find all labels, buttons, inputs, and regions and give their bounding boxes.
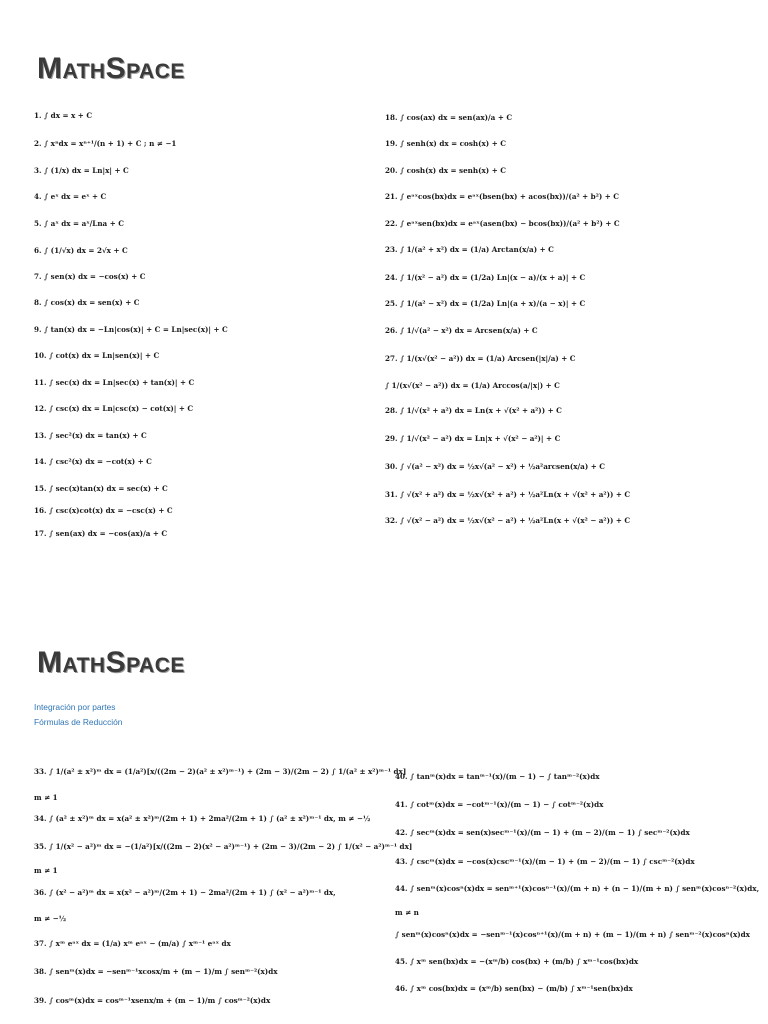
formula-s2r-4: 44. ∫ senᵐ(x)cosⁿ(x)dx = senᵐ⁺¹(x)cosⁿ⁻¹(x)/(m + n) + (n − 1)/(m + n) ∫ senᵐ(x)cosⁿ⁻²(x)dx,: [395, 884, 760, 893]
formula-s1l-0: 1. ∫ dx = x + C: [34, 111, 93, 120]
formula-s1l-2: 3. ∫ (1/x) dx = Ln|x| + C: [34, 166, 129, 175]
formula-s1l-1: 2. ∫ xⁿdx = xⁿ⁺¹/(n + 1) + C ; n ≠ −1: [34, 139, 177, 148]
formula-s1l-11: 12. ∫ csc(x) dx = Ln|csc(x) − cot(x)| + C: [34, 404, 194, 413]
formula-s2l-3: 35. ∫ 1/(x² − a²)ᵐ dx = −(1/a²)[x/((2m − 2)(x² − a²)ᵐ⁻¹) + (2m − 3)/(2m − 2) ∫ 1/(x² − a²)ᵐ⁻¹ dx]: [34, 842, 413, 851]
formula-s1l-15: 16. ∫ csc(x)cot(x) dx = −csc(x) + C: [34, 506, 173, 515]
formula-s1r-6: 24. ∫ 1/(x² − a²) dx = (1/2a) Ln|(x − a)/(x + a)| + C: [385, 273, 586, 282]
formula-s1l-5: 6. ∫ (1/√x) dx = 2√x + C: [34, 246, 128, 255]
formula-s1l-3: 4. ∫ eˣ dx = eˣ + C: [34, 192, 107, 201]
formula-s1l-13: 14. ∫ csc²(x) dx = −cot(x) + C: [34, 457, 152, 466]
formula-s2r-6: ∫ senᵐ(x)cosⁿ(x)dx = −senᵐ⁻¹(x)cosⁿ⁺¹(x)/(m + n) + (m − 1)/(m + n) ∫ senᵐ⁻²(x)cosⁿ(x)dx: [395, 930, 750, 939]
formula-s2l-7: 37. ∫ xᵐ eᵃˣ dx = (1/a) xᵐ eᵃˣ − (m/a) ∫ xᵐ⁻¹ eᵃˣ dx: [34, 939, 231, 948]
formula-s1r-7: 25. ∫ 1/(a² − x²) dx = (1/2a) Ln|(a + x)/(a − x)| + C: [385, 299, 586, 308]
formula-s2r-0: 40. ∫ tanᵐ(x)dx = tanᵐ⁻¹(x)/(m − 1) − ∫ tanᵐ⁻²(x)dx: [395, 772, 600, 781]
formula-s2l-8: 38. ∫ senᵐ(x)dx = −senᵐ⁻¹xcosx/m + (m − 1)/m ∫ senᵐ⁻²(x)dx: [34, 967, 278, 976]
formula-s1l-10: 11. ∫ sec(x) dx = Ln|sec(x) + tan(x)| + C: [34, 378, 195, 387]
formula-s2l-2: 34. ∫ (a² ± x²)ᵐ dx = x(a² ± x²)ᵐ/(2m + 1) + 2ma²/(2m + 1) ∫ (a² ± x²)ᵐ⁻¹ dx, m ≠ −½: [34, 814, 371, 823]
formula-s2r-2: 42. ∫ secᵐ(x)dx = sen(x)secᵐ⁻¹(x)/(m − 1) + (m − 2)/(m − 1) ∫ secᵐ⁻²(x)dx: [395, 828, 690, 837]
formula-s2l-0: 33. ∫ 1/(a² ± x²)ᵐ dx = (1/a²)[x/((2m − 2)(a² ± x²)ᵐ⁻¹) + (2m − 3)/(2m − 2) ∫ 1/(a² ± x²)ᵐ⁻¹ dx]: [34, 767, 407, 776]
formula-s2r-3: 43. ∫ cscᵐ(x)dx = −cos(x)cscᵐ⁻¹(x)/(m − 1) + (m − 2)/(m − 1) ∫ cscᵐ⁻²(x)dx: [395, 857, 695, 866]
formula-s1r-1: 19. ∫ senh(x) dx = cosh(x) + C: [385, 139, 506, 148]
formula-s1r-15: 32. ∫ √(x² − a²) dx = ½x√(x² − a²) + ½a²Ln(x + √(x² − a²)) + C: [385, 516, 631, 525]
formula-s1r-10: ∫ 1/(x√(x² − a²)) dx = (1/a) Arccos(a/|x|) + C: [385, 381, 560, 390]
formula-s2r-1: 41. ∫ cotᵐ(x)dx = −cotᵐ⁻¹(x)/(m − 1) − ∫ cotᵐ⁻²(x)dx: [395, 800, 604, 809]
formula-s1l-6: 7. ∫ sen(x) dx = −cos(x) + C: [34, 272, 146, 281]
mathspace-logo: MathSpace: [37, 52, 185, 85]
formula-s1r-2: 20. ∫ cosh(x) dx = senh(x) + C: [385, 166, 506, 175]
formula-s1r-3: 21. ∫ eᵃˣcos(bx)dx = eᵃˣ(bsen(bx) + acos(bx))/(a² + b²) + C: [385, 192, 619, 201]
formula-s1r-9: 27. ∫ 1/(x√(x² − a²)) dx = (1/a) Arcsen(|x|/a) + C: [385, 354, 576, 363]
subtitle-reduction-formulas: Fórmulas de Reducción: [34, 717, 123, 727]
formula-s1l-9: 10. ∫ cot(x) dx = Ln|sen(x)| + C: [34, 351, 160, 360]
formula-s2r-7: 45. ∫ xᵐ sen(bx)dx = −(xᵐ/b) cos(bx) + (m/b) ∫ xᵐ⁻¹cos(bx)dx: [395, 957, 639, 966]
formula-s1r-12: 29. ∫ 1/√(x² − a²) dx = Ln|x + √(x² − a²)| + C: [385, 434, 561, 443]
formula-s2l-9: 39. ∫ cosᵐ(x)dx = cosᵐ⁻¹xsenx/m + (m − 1)/m ∫ cosᵐ⁻²(x)dx: [34, 996, 271, 1005]
formula-s2l-1: m ≠ 1: [34, 793, 58, 802]
formula-s2r-5: m ≠ n: [395, 908, 419, 917]
mathspace-logo-2: MathSpace: [37, 646, 185, 679]
formula-s2l-6: m ≠ −½: [34, 914, 67, 923]
formula-s1l-7: 8. ∫ cos(x) dx = sen(x) + C: [34, 298, 140, 307]
formula-s1r-8: 26. ∫ 1/√(a² − x²) dx = Arcsen(x/a) + C: [385, 326, 538, 335]
formula-s1r-14: 31. ∫ √(x² + a²) dx = ½x√(x² + a²) + ½a²Ln(x + √(x² + a²)) + C: [385, 490, 631, 499]
formula-s1r-4: 22. ∫ eᵃˣsen(bx)dx = eᵃˣ(asen(bx) − bcos(bx))/(a² + b²) + C: [385, 219, 620, 228]
formula-s1r-11: 28. ∫ 1/√(x² + a²) dx = Ln(x + √(x² + a²)) + C: [385, 406, 562, 415]
formula-s1l-16: 17. ∫ sen(ax) dx = −cos(ax)/a + C: [34, 529, 168, 538]
formula-s1l-4: 5. ∫ aˣ dx = aˣ/Lna + C: [34, 219, 124, 228]
formula-s1r-13: 30. ∫ √(a² − x²) dx = ½x√(a² − x²) + ½a²arcsen(x/a) + C: [385, 462, 605, 471]
subtitle-integration-by-parts: Integración por partes: [34, 702, 116, 712]
formula-s1r-5: 23. ∫ 1/(a² + x²) dx = (1/a) Arctan(x/a) + C: [385, 245, 554, 254]
formula-s1l-8: 9. ∫ tan(x) dx = −Ln|cos(x)| + C = Ln|sec(x)| + C: [34, 325, 228, 334]
formula-s1r-0: 18. ∫ cos(ax) dx = sen(ax)/a + C: [385, 113, 513, 122]
formula-s1l-14: 15. ∫ sec(x)tan(x) dx = sec(x) + C: [34, 484, 168, 493]
formula-s2r-8: 46. ∫ xᵐ cos(bx)dx = (xᵐ/b) sen(bx) − (m/b) ∫ xᵐ⁻¹sen(bx)dx: [395, 984, 633, 993]
formula-s2l-5: 36. ∫ (x² − a²)ᵐ dx = x(x² − a²)ᵐ/(2m + 1) − 2ma²/(2m + 1) ∫ (x² − a²)ᵐ⁻¹ dx,: [34, 888, 336, 897]
formula-s2l-4: m ≠ 1: [34, 866, 58, 875]
formula-s1l-12: 13. ∫ sec²(x) dx = tan(x) + C: [34, 431, 147, 440]
